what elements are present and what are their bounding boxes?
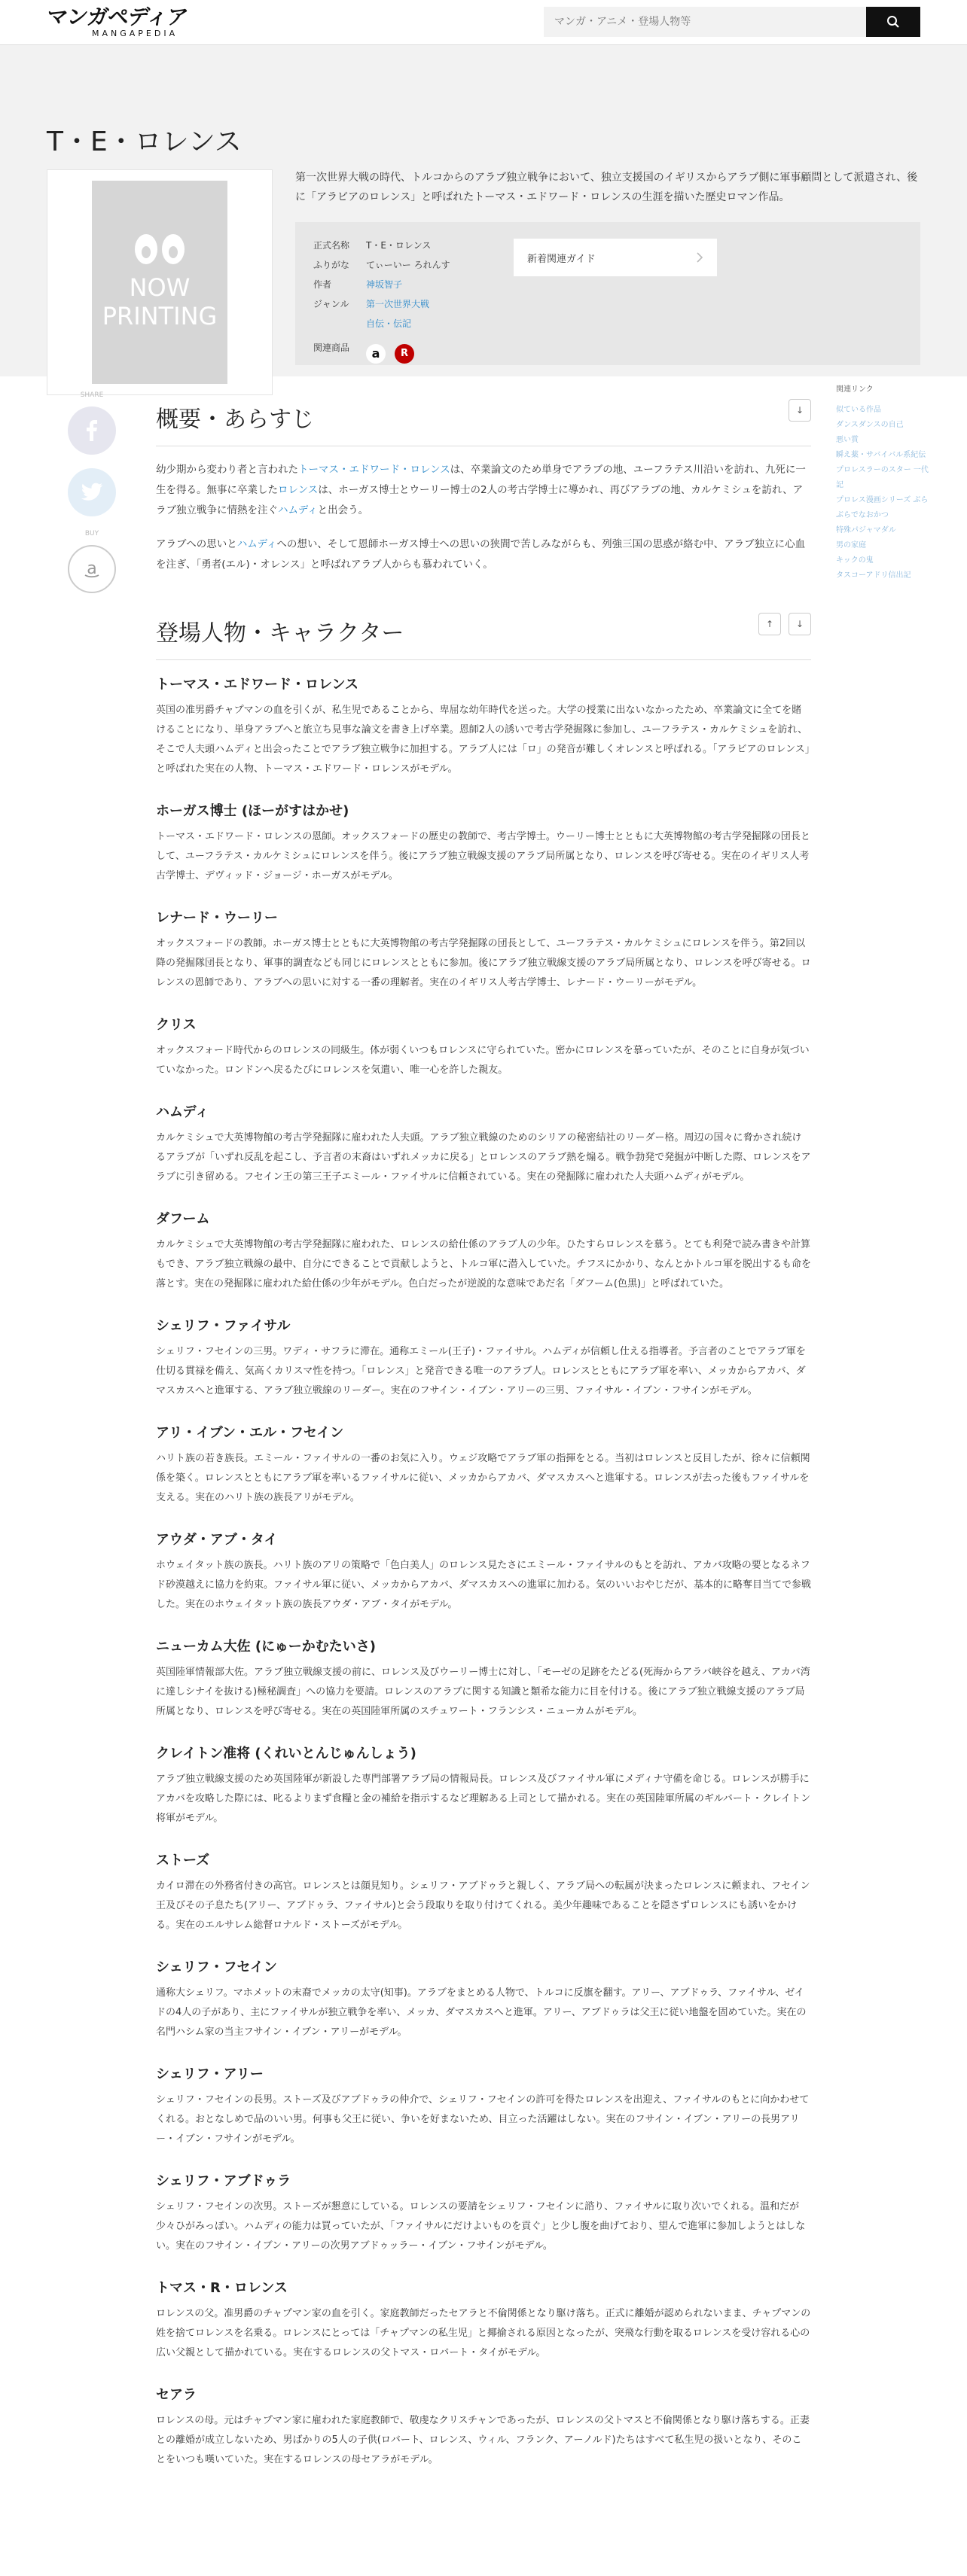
placeholder-eyes-icon (135, 234, 185, 264)
character-name: セアラ (156, 2387, 197, 2403)
twitter-icon (81, 483, 103, 502)
character-description: ホウェイタット族の族長。ハリト族のアリの策略で「色白美人」のロレンス見たさにエミール・ファイサルのもとを訪れ、アカバ攻略の要となるネフド砂漠越えに協力を約束。ファイサル軍に従い、メッカからアカバ、ダマスカスへの進軍に加わる。気のいいおやじだが、基本的に略奪目当てで参戦した。実在のホウェイタット族の族長アウダ・アブ・タイがモデル。 (156, 1560, 811, 1610)
svg-text:a: a (87, 559, 97, 578)
genre-link[interactable]: 自伝・伝記 (366, 318, 412, 329)
new-guide-link[interactable] (514, 239, 717, 276)
summary-section (156, 391, 811, 575)
info-row-author (313, 275, 502, 294)
character-name: シェリフ・ファイサル (156, 1318, 291, 1334)
scroll-up-button[interactable]: ↑ (758, 613, 781, 635)
cover-image (47, 169, 273, 395)
info-table (313, 236, 502, 364)
text-segment: 幼少期から変わり者と言われた (156, 464, 298, 476)
search-bar (544, 7, 920, 37)
related-link[interactable]: 似ている作品 (836, 406, 881, 414)
facebook-icon (83, 419, 101, 442)
page-title: T・E・ロレンス (47, 126, 242, 157)
character-name: ストーズ (156, 1853, 210, 1868)
character-name: シェリフ・フセイン (156, 1959, 277, 1975)
character-description: カルケミシュで大英博物館の考古学発掘隊に雇われた人夫頭。アラブ独立戦線のためのシリアの秘密結社のリーダー格。周辺の国々に脅かされ続けるアラブが「いずれ反乱を起こし、予言者の末裔はいずれメッカに戻る」とロレンスのアラブ熱を煽る。戦争勃発で発掘が中断した際、ロレンスをアラブに引き留める。フセイン王の第三王子エミール・ファイサルに信頼されている。実在の発掘隊に雇われた人夫頭ハムディがモデル。 (156, 1132, 811, 1183)
related-link[interactable]: 男の家庭 (836, 541, 866, 550)
related-links-sidebar (836, 382, 934, 583)
inline-link[interactable]: ハムディ (278, 504, 318, 516)
twitter-share-button[interactable] (68, 468, 116, 516)
character-entry (156, 907, 811, 993)
character-entry (156, 2384, 811, 2470)
text-segment: アラブへの思いと (156, 538, 237, 550)
info-label: ジャンル (313, 299, 349, 309)
genre-link[interactable]: 第一次世界大戦 (366, 299, 430, 309)
text-segment: は、卒業論文のため単身でアラブの地、ユーフラテス川沿いを訪れ、九死に一生を得る。無事に卒業した (156, 464, 806, 496)
inline-link[interactable]: ロレンス (278, 484, 319, 496)
character-description: オックスフォードの教師。ホーガス博士とともに大英博物館の考古学発掘隊の団長として、ユーフラテス・カルケミシュにロレンスを伴う。第2回以降の発掘隊団長となり、軍事的調査なども同じにロレンスとともに参加。後にアラブ独立戦線支援のアラブ局所属となり、ロレンスを呼び寄せる。ロレンスの恩師であり、アラブへの思いに対する一番の理解者。実在のイギリス人考古学博士、レナード・ウーリーがモデル。 (156, 938, 811, 988)
character-entry (156, 1850, 811, 1935)
info-value: てぃーいー ろれんす (366, 260, 450, 270)
character-name: ニューカム大佐 (にゅーかむたいさ) (156, 1639, 376, 1655)
site-logo[interactable] (44, 5, 197, 38)
new-guide-label: 新着関連ガイド (527, 253, 596, 265)
related-link[interactable]: ダンスダンスの自己 (836, 421, 904, 429)
related-links-list (836, 403, 934, 583)
info-row-genre (313, 294, 502, 314)
character-name: シェリフ・アブドゥラ (156, 2173, 291, 2189)
work-description: 第一次世界大戦の時代、トルコからのアラブ独立戦争において、独立支援国のイギリスからアラブ側に軍事顧問として派遣され、後に「アラビアのロレンス」と呼ばれたトーマス・エドワード・ロレンスの生涯を描いた歴史ロマン作品。 (295, 172, 918, 203)
info-row-furigana (313, 255, 502, 275)
inline-link[interactable]: トーマス・エドワード・ロレンス (298, 464, 450, 476)
character-description: トーマス・エドワード・ロレンスの恩師。オックスフォードの歴史の教師で、考古学博士。ウーリー博士とともに大英博物館の考古学発掘隊の団長として、ユーフラテス・カルケミシュにロレンスを伴う。後にアラブ独立戦線支援のアラブ局所属となり、ロレンスを呼び寄せる。実在のイギリス人考古学博士、デヴィッド・ジョージ・ホーガスがモデル。 (156, 831, 810, 882)
top-header (0, 0, 967, 45)
character-description: シェリフ・フセインの三男。ワディ・サフラに滞在。通称エミール(王子)・ファイサル。ハムディが信頼し仕える指導者。予言者のことでアラブ軍を仕切る貫禄を備え、気高くカリスマ性を持つ。「ロレンス」と発音できる唯一のアラブ人。ロレンスとともにアラブ軍を率い、メッカからアカバ、ダマスカスへと進軍する、アラブ独立戦線のリーダー。実在のフサイン・イブン・アリーの三男、ファイサル・イブン・フサインがモデル。 (156, 1346, 806, 1396)
logo-sub-text: MANGAPEDIA (92, 29, 178, 38)
character-description: 英国陸軍情報部大佐。アラブ独立戦線支援の前に、ロレンス及びウーリー博士に対し、「モーゼの足跡をたどる(死海からアラバ峡谷を越え、アカバ湾に達しシナイを抜ける)極秘調査」への協力を要請。ロレンスのアラブに関する知識と類希な能力に目を付ける。後にアラブ独立戦線支援のアラブ局所属となり、ロレンスを呼び寄せる。実在の英国陸軍所属のスチュワート・フランシス・ニューカムがモデル。 (156, 1667, 810, 1717)
character-description: カルケミシュで大英博物館の考古学発掘隊に雇われた、ロレンスの給仕係のアラブ人の少年。ひたすらロレンスを慕う。とても利発で読み書きや計算もでき、アラブ独立戦線の最中、自分にできることで貢献しようと、トルコ軍に潜入していた。チフスにかかり、なんとかトルコ軍を脱出するも命を落とす。実在の発掘隊に雇われた給仕係の少年がモデル。色白だったが逆説的な意味であだ名「ダフーム(色黒)」と呼ばれていた。 (156, 1239, 811, 1290)
character-list (156, 674, 811, 2470)
character-name: トマス・R・ロレンス (156, 2280, 288, 2296)
main-content (156, 391, 811, 2491)
info-row-related (313, 338, 502, 364)
placeholder-text-1: NOW (129, 273, 191, 302)
info-label: 関連商品 (313, 343, 350, 353)
character-entry (156, 1014, 811, 1080)
character-description: オックスフォード時代からのロレンスの同級生。体が弱くいつもロレンスに守られていた。密かにロレンスを慕っていたが、そのことに自身が気づいていなかった。ロンドンへ戻るたびにロレンスを気遣い、唯一心を許した親友。 (156, 1045, 810, 1076)
text-segment: は、ホーガス博士とウーリー博士の2人の考古学博士に導かれ、再びアラブの地、カルケミシュを訪れ、アラブ独立戦争に情熱を注ぐ (156, 484, 804, 516)
scroll-down-button[interactable]: ↓ (789, 399, 811, 422)
character-name: ハムディ (156, 1104, 209, 1120)
character-name: トーマス・エドワード・ロレンス (156, 677, 359, 693)
character-description: 通称大シェリフ。マホメットの末裔でメッカの太守(知事)。アラブをまとめる人物で、トルコに反旗を翻す。アリー、アブドゥラ、ファイサル、ゼイドの4人の子があり、主にファイサルが独立戦争を率い、メッカ、ダマスカスへと進軍。アリー、アブドゥラは父王に従い地盤を固めていた。実在の名門ハシム家の当主フサイン・イブン・アリーがモデル。 (156, 1987, 807, 2038)
character-entry (156, 1101, 811, 1187)
summary-heading: 概要・あらすじ (156, 391, 811, 446)
work-info-box (295, 222, 920, 365)
character-entry (156, 2063, 811, 2149)
buy-label: BUY (84, 530, 99, 537)
amazon-buy-button[interactable] (68, 545, 116, 593)
character-description: ハリト族の若き族長。エミール・ファイサルの一番のお気に入り。ウェジ攻略でアラブ軍の指揮をとる。当初はロレンスと反目したが、徐々に信頼関係を築く。ロレンスとともにアラブ軍を率いるファイサルに従い、メッカからアカバ、ダマスカスへと進軍する。ロレンスが去った後もファイサルを支える。実在のハリト族の族長アリがモデル。 (156, 1453, 810, 1503)
info-label: 作者 (313, 279, 332, 290)
related-products (366, 344, 414, 364)
share-column (68, 391, 116, 607)
character-entry (156, 674, 811, 779)
character-entry (156, 1529, 811, 1615)
character-description: シェリフ・フセインの長男。ストーズ及びアブドゥラの仲介で、シェリフ・フセインの許可を得たロレンスを出迎え、ファイサルのもとに向かわせてくれる。おとなしめで品のいい男。何事も父王に従い、争いを好まないため、目立った活躍はしない。実在のフサイン・イブン・アリーの長男アリー・イブン・フサインがモデル。 (156, 2094, 810, 2145)
amazon-icon (80, 557, 104, 581)
section-nav (758, 613, 811, 635)
facebook-share-button[interactable] (68, 406, 116, 455)
related-link[interactable]: プロレスラーのスター 一代記 (836, 466, 929, 489)
search-button[interactable] (866, 7, 920, 37)
info-label: 正式名称 (313, 240, 350, 251)
character-entry (156, 2170, 811, 2256)
character-entry (156, 800, 811, 886)
related-link[interactable]: タスコーアドリ信出記 (836, 571, 911, 580)
character-name: クリス (156, 1017, 197, 1033)
summary-paragraph-1 (156, 460, 811, 521)
logo-main-text: マンガペディア (44, 5, 190, 29)
text-segment: と出会う。 (317, 504, 369, 516)
characters-heading: 登場人物・キャラクター (156, 605, 811, 660)
character-entry (156, 1422, 811, 1508)
info-label (313, 314, 366, 333)
character-description: 英国の准男爵チャプマンの血を引くが、私生児であることから、卑屈な幼年時代を送った。大学の授業に出ないなかったため、卒業論文に全てを賭けることになり、単身アラブへと旅立ち見事な論文を書き上げ卒業。恩師2人の誘いで考古学発掘隊に参加し、ユーフラテス・カルケミシュを訪れ、そこで人夫頭ハムディと出会ったことでアラブ独立戦争に加担する。アラブ人には「ロ」の発音が難しくオレンスと呼ばれる。「アラビアのロレンス」と呼ばれた実在の人物、トーマス・エドワード・ロレンスがモデル。 (156, 705, 810, 775)
related-link[interactable]: キックの鬼 (836, 556, 874, 565)
character-description: シェリフ・フセインの次男。ストーズが懇意にしている。ロレンスの要請をシェリフ・フセインに諮り、ファイサルに取り次いでくれる。温和だが少々ひがみっぽい。ハムディの能力は買っていたが、「ファイサルにだけよいものを貢ぐ」と少し腹を曲げており、望んで進軍に参加しようとはしない。実在のフサイン・イブン・アリーの次男アブドゥッラー・イブン・フサインがモデル。 (156, 2201, 806, 2252)
rakuten-icon[interactable]: R (395, 344, 414, 364)
work-hero (0, 45, 967, 376)
character-description: ロレンスの父。准男爵のチャプマン家の血を引く。家庭教師だったセアラと不倫関係となり駆け落ち。正式に離婚が認められないまま、チャプマンの姓を捨てロレンスを名乗る。ロレンスにとっては「チャプマンの私生児」と揶揄される原因となったが、突飛な行動を取るロレンスを受け容れる心の広い父親として描かれている。実在するロレンスの父トマス・ロバート・タイがモデル。 (156, 2308, 811, 2358)
placeholder-text-2: PRINTING (102, 302, 218, 330)
character-name: ホーガス博士 (ほーがすはかせ) (156, 803, 349, 819)
inline-link[interactable]: ハムディ (236, 538, 277, 550)
character-name: シェリフ・アリー (156, 2066, 264, 2082)
character-entry (156, 1743, 811, 1828)
character-entry (156, 1315, 811, 1401)
now-printing-placeholder (92, 181, 227, 384)
character-description: ロレンスの母。元はチャプマン家に雇われた家庭教師で、敬虔なクリスチャンであったが、ロレンスの父トマスと不倫関係となり駆け落ちする。正妻との離婚が成立しないため、男ばかりの5人の子供(ロバート、ロレンス、ウィル、フランク、アーノルド)たちはすべて私生児の扱いとなり、そのことをいつも嘆いていた。実在するロレンスの母セアラがモデル。 (156, 2415, 810, 2465)
character-entry (156, 1208, 811, 1294)
related-link[interactable]: 瞬え薬・サバイバル系紀伝 (836, 451, 926, 459)
related-link[interactable]: 特殊パジャマダル (836, 526, 896, 534)
character-entry (156, 1636, 811, 1722)
character-description: アラブ独立戦線支援のため英国陸軍が新設した専門部署アラブ局の情報局長。ロレンス及びファイサル軍にメディナ守備を命じる。ロレンスが勝手にアカバを攻略した際には、叱るよりまず食糧と金の補給を指示するなど理解ある上司として描かれる。実在の英国陸軍所属のギルバート・クレイトン将軍がモデル。 (156, 1774, 811, 1824)
character-name: レナード・ウーリー (156, 910, 278, 926)
search-input[interactable] (544, 7, 866, 37)
character-name: ダフーム (156, 1211, 210, 1227)
info-row-genre-2 (313, 314, 502, 333)
section-nav (789, 399, 811, 422)
related-link[interactable]: プロレス漫画シリーズ ぶらぶらでなおかつ (836, 496, 929, 519)
character-name: クレイトン准将 (くれいとんじゅんしょう) (156, 1746, 416, 1761)
info-row-title (313, 236, 502, 255)
related-links-title: 関連リンク (836, 385, 874, 394)
related-link[interactable]: 悪い賞 (836, 436, 859, 444)
character-description: カイロ滞在の外務省付きの高官。ロレンスとは顔見知り。シェリフ・アブドゥラと親しく、アラブ局への転属が決まったロレンスに頼まれ、フセイン王及びその子息たち(アリー、アブドゥラ、ファイサル)と会う段取りを取り付けてくれる。美少年趣味であることを隠さずロレンスにも誘いをかける。実在のエルサレム総督ロナルド・ストーズがモデル。 (156, 1880, 810, 1931)
share-label: SHARE (80, 391, 104, 399)
character-entry (156, 1956, 811, 2042)
author-link[interactable]: 神坂智子 (366, 279, 403, 290)
character-name: アウダ・アブ・タイ (156, 1532, 278, 1548)
amazon-icon[interactable]: a (366, 344, 386, 364)
summary-paragraph-2 (156, 534, 811, 575)
characters-section (156, 605, 811, 2470)
chevron-right-icon (696, 251, 703, 263)
text-segment: への想い、そして恩師ホーガス博士への思いの狭間で苦しみながらも、列強三国の思惑が絡む中、アラブ独立に心血を注ぎ、「勇者(エル)・オレンス」と呼ばれアラブ人からも慕われていく。 (156, 538, 806, 571)
scroll-down-button[interactable]: ↓ (789, 613, 811, 635)
info-value: T・E・ロレンス (366, 240, 432, 251)
search-icon (886, 15, 900, 29)
character-name: アリ・イブン・エル・フセイン (156, 1425, 344, 1441)
character-entry (156, 2277, 811, 2363)
info-label: ふりがな (313, 260, 350, 270)
